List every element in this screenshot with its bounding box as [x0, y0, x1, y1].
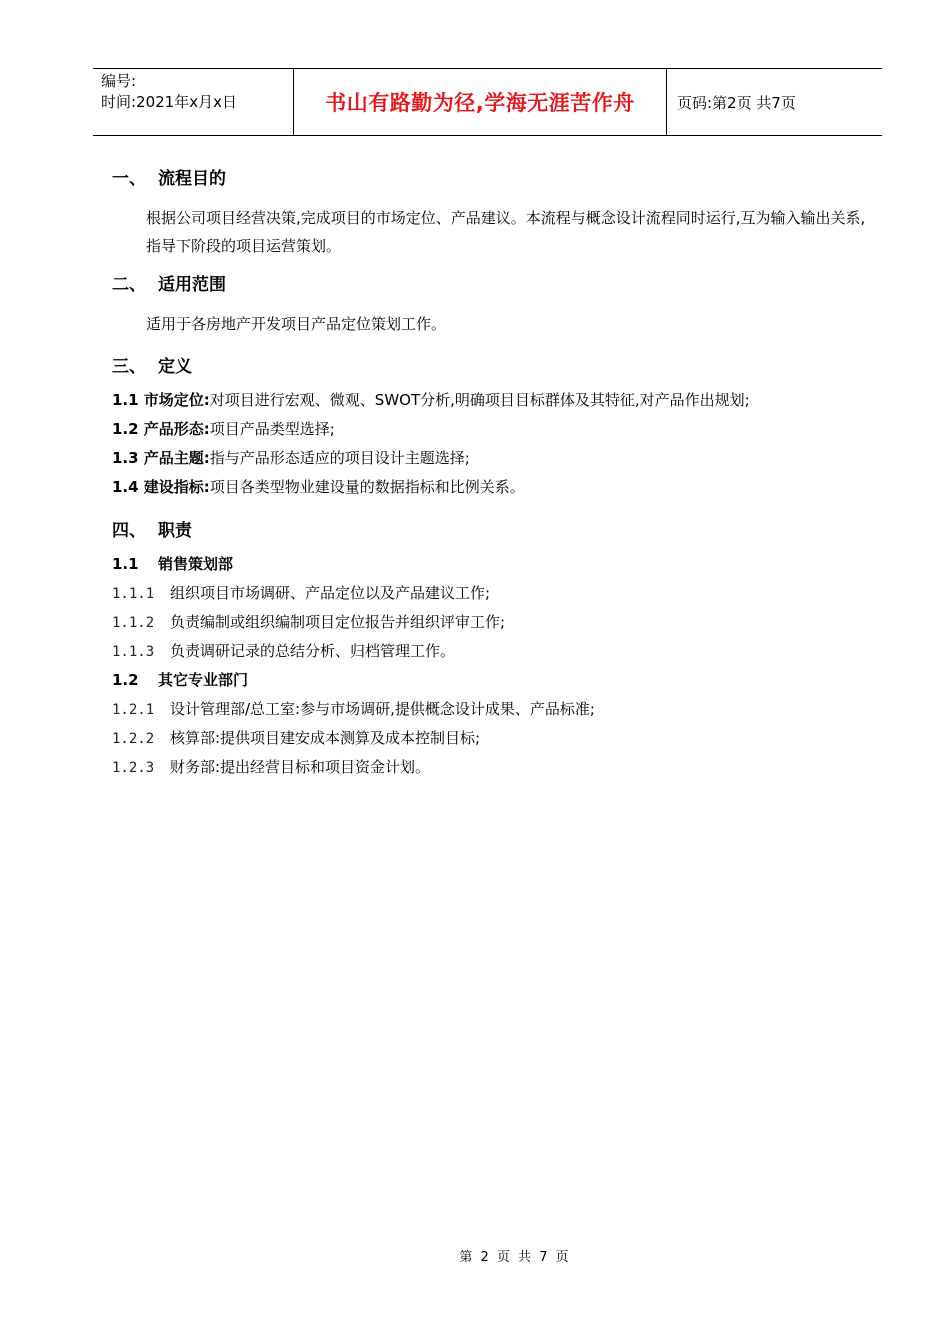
subsection-title: 其它专业部门 — [158, 671, 249, 689]
subsection-heading — [112, 666, 872, 695]
definition-key: 1.4 建设指标: — [112, 478, 210, 496]
section-heading — [112, 512, 872, 550]
section-title: 职责 — [158, 521, 192, 541]
section-heading — [112, 160, 872, 198]
definition-key: 1.3 产品主题: — [112, 449, 210, 467]
section-number: 三、 — [112, 357, 146, 377]
section-title: 适用范围 — [158, 275, 226, 295]
time-label: 时间:2021年x月x日 — [101, 93, 237, 111]
item-number: 1.1.1 — [112, 586, 155, 602]
document-header — [93, 68, 882, 136]
section-number: 四、 — [112, 521, 146, 541]
item-number: 1.2.2 — [112, 731, 155, 747]
definition-text: 项目产品类型选择; — [209, 420, 335, 438]
section-title: 定义 — [158, 357, 192, 377]
definition-text: 对项目进行宏观、微观、SWOT分析,明确项目目标群体及其特征,对产品作出规划; — [209, 391, 750, 409]
item-number: 1.1.3 — [112, 644, 155, 660]
definition-item — [112, 473, 872, 502]
list-item — [112, 637, 872, 666]
code-label: 编号: — [101, 72, 137, 90]
definition-text: 项目各类型物业建设量的数据指标和比例关系。 — [209, 478, 525, 496]
section-heading — [112, 266, 872, 304]
definition-item — [112, 415, 872, 444]
document-body — [112, 160, 872, 782]
list-item — [112, 753, 872, 782]
item-text: 负责调研记录的总结分析、归档管理工作。 — [170, 642, 456, 660]
item-text: 核算部:提供项目建安成本测算及成本控制目标; — [170, 729, 481, 747]
definition-item — [112, 386, 872, 415]
subsection-heading — [112, 550, 872, 579]
motto: 书山有路勤为径,学海无涯苦作舟 — [294, 69, 667, 135]
definition-key: 1.1 市场定位: — [112, 391, 210, 409]
section-number: 二、 — [112, 275, 146, 295]
definition-text: 指与产品形态适应的项目设计主题选择; — [209, 449, 470, 467]
section-paragraph: 根据公司项目经营决策,完成项目的市场定位、产品建议。本流程与概念设计流程同时运行,互为输入输出关系,指导下阶段的项目运营策划。 — [146, 209, 866, 255]
header-meta — [93, 69, 294, 135]
item-text: 财务部:提出经营目标和项目资金计划。 — [170, 758, 431, 776]
item-number: 1.2.3 — [112, 760, 155, 776]
list-item — [112, 695, 872, 724]
item-number: 1.1.2 — [112, 615, 155, 631]
list-item — [112, 724, 872, 753]
subsection-number: 1.2 — [112, 671, 139, 689]
section-heading — [112, 348, 872, 386]
subsection-title: 销售策划部 — [158, 555, 234, 573]
list-item — [112, 608, 872, 637]
item-text: 设计管理部/总工室:参与市场调研,提供概念设计成果、产品标准; — [170, 700, 595, 718]
item-text: 负责编制或组织编制项目定位报告并组织评审工作; — [170, 613, 506, 631]
item-number: 1.2.1 — [112, 702, 155, 718]
section-paragraph: 适用于各房地产开发项目产品定位策划工作。 — [146, 315, 447, 333]
page-label: 页码:第2页 共7页 — [677, 93, 796, 112]
definition-item — [112, 444, 872, 473]
subsection-number: 1.1 — [112, 555, 139, 573]
item-text: 组织项目市场调研、产品定位以及产品建议工作; — [170, 584, 491, 602]
section-title: 流程目的 — [158, 169, 226, 189]
section-number: 一、 — [112, 169, 146, 189]
definition-key: 1.2 产品形态: — [112, 420, 210, 438]
list-item — [112, 579, 872, 608]
page-footer: 第 2 页 共 7 页 — [459, 1250, 571, 1265]
